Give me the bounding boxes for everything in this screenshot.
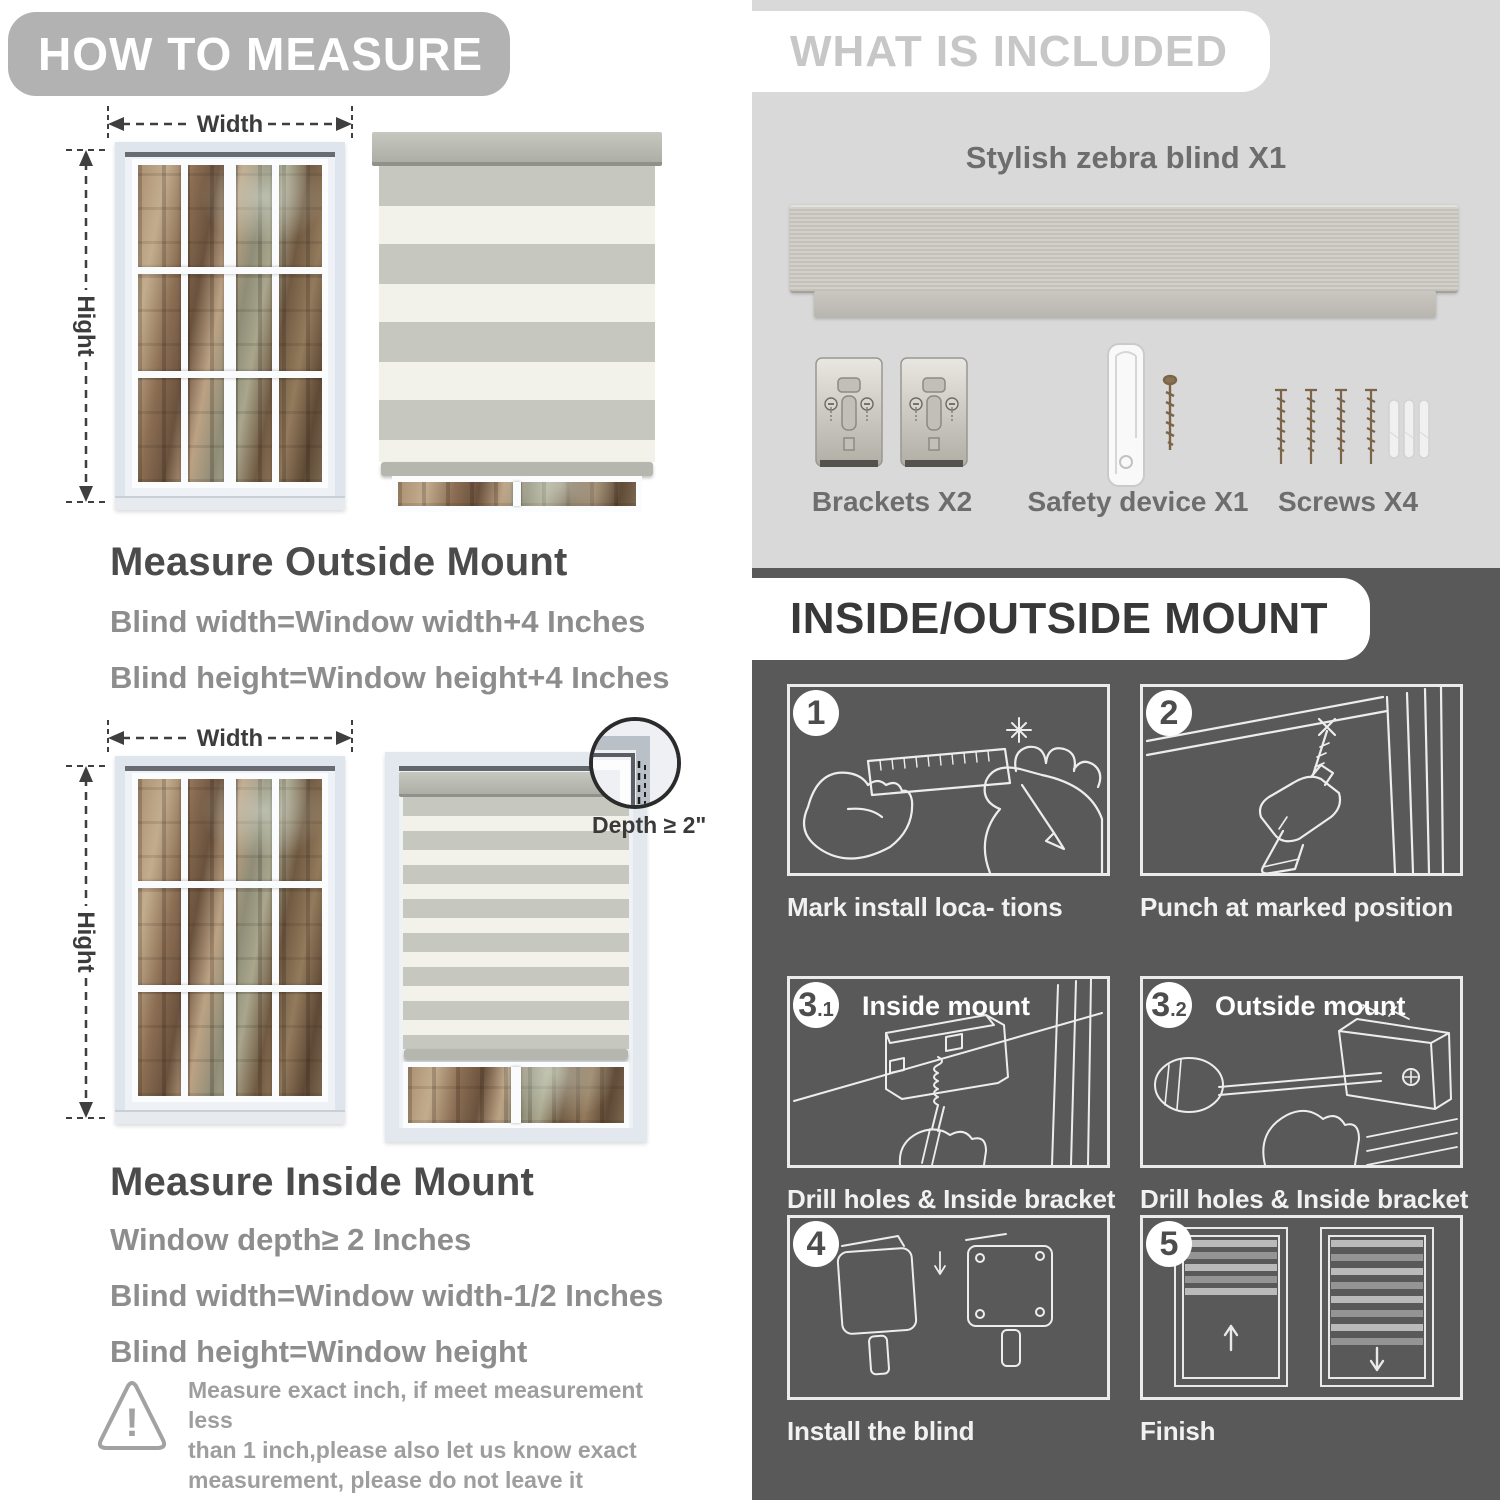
step-number-badge: 5 [1146, 1221, 1192, 1267]
inside-mount-rule-width: Blind width=Window width-1/2 Inches [110, 1278, 664, 1313]
svg-text:!: ! [125, 1401, 139, 1445]
warning-line: than 1 inch,please also let us know exact [188, 1437, 637, 1463]
inside-mount-rule-height: Blind height=Window height [110, 1334, 528, 1369]
item-label-safety-device: Safety device X1 [1027, 486, 1249, 517]
height-label-2: Hight [72, 911, 99, 973]
blind-headrail [372, 132, 662, 166]
outside-mount-rule-width: Blind width=Window width+4 Inches [110, 604, 646, 639]
inside-outside-mount-title: INSIDE/OUTSIDE MOUNT [790, 594, 1329, 643]
warning-line: measurement, please do not leave it [188, 1467, 583, 1493]
step-4 [787, 1215, 1110, 1447]
inside-outside-mount-header [752, 578, 1370, 660]
blind-bottom-rail-2 [404, 1049, 628, 1060]
safety-device-icon [1082, 342, 1202, 492]
width-dimension-arrow [100, 106, 360, 142]
depth-callout-label: Depth ≥ 2" [592, 812, 707, 838]
warning-note [188, 1375, 688, 1495]
step-1-caption: Mark install loca- tions [787, 892, 1063, 922]
step-number-badge: 1 [793, 690, 839, 736]
width-label: Width [196, 111, 264, 138]
blind-headrail-product [790, 205, 1458, 293]
what-is-included-header [752, 11, 1270, 92]
item-label-brackets: Brackets X2 [811, 486, 973, 517]
step-number-badge: 3.2 [1146, 982, 1192, 1028]
window-photo-inside-mount [115, 756, 345, 1124]
warning-line: Measure exact inch, if meet measurement less [188, 1377, 644, 1433]
outside-mount-rule-height: Blind height=Window height+4 Inches [110, 660, 670, 695]
depth-magnifier-icon [589, 717, 681, 809]
how-to-measure-header [8, 12, 510, 96]
step-3-1-label: Inside mount [862, 991, 1030, 1021]
step-number-badge: 3.1 [793, 982, 839, 1028]
step-number-badge: 4 [793, 1221, 839, 1267]
zebra-blind-outside-mount [372, 132, 662, 512]
step-3-2 [1140, 976, 1469, 1215]
step-3-2-label: Outside mount [1215, 991, 1406, 1021]
included-panel [752, 0, 1500, 568]
brackets-icon [814, 352, 972, 478]
inside-mount-title: Measure Inside Mount [110, 1160, 535, 1204]
step-2-caption: Punch at marked position [1140, 892, 1454, 922]
step-3-2-caption: Drill holes & Inside bracket [1140, 1184, 1469, 1214]
inside-mount-rule-depth: Window depth≥ 2 Inches [110, 1222, 472, 1257]
step-5 [1140, 1215, 1463, 1447]
product-label: Stylish zebra blind X1 [965, 140, 1287, 175]
step-5-caption: Finish [1140, 1416, 1216, 1446]
window-sill [115, 496, 345, 510]
step-3-1 [787, 976, 1116, 1215]
outside-mount-title: Measure Outside Mount [110, 540, 568, 584]
step-number-badge: 2 [1146, 690, 1192, 736]
item-label-screws: Screws X4 [1277, 486, 1419, 517]
what-is-included-title: WHAT IS INCLUDED [790, 27, 1229, 76]
mount-panel [752, 568, 1500, 1500]
how-to-measure-title: HOW TO MEASURE [38, 28, 484, 80]
height-dimension-arrow-2 [60, 756, 110, 1128]
window-top-track [125, 152, 335, 157]
window-glass-2 [132, 773, 328, 1102]
step-4-caption: Install the blind [787, 1416, 975, 1446]
warning-triangle-icon [95, 1378, 169, 1462]
width-dimension-arrow-2 [100, 720, 360, 756]
zebra-blind-inside-mount [385, 752, 647, 1142]
height-label: Hight [72, 295, 99, 357]
screws-icon [1267, 382, 1437, 482]
blind-headrail-lip [814, 291, 1436, 317]
step-2 [1140, 684, 1463, 923]
step-3-1-caption: Drill holes & Inside bracket [787, 1184, 1116, 1214]
window-photo-outside-mount [115, 142, 345, 510]
window-glass [132, 159, 328, 488]
blind-bottom-rail [381, 462, 653, 476]
window-glass-below-blind [403, 1062, 629, 1128]
blind-fabric [379, 166, 655, 462]
window-peek [392, 476, 642, 512]
width-label-2: Width [196, 725, 264, 752]
step-1 [787, 684, 1110, 923]
height-dimension-arrow [60, 140, 110, 512]
